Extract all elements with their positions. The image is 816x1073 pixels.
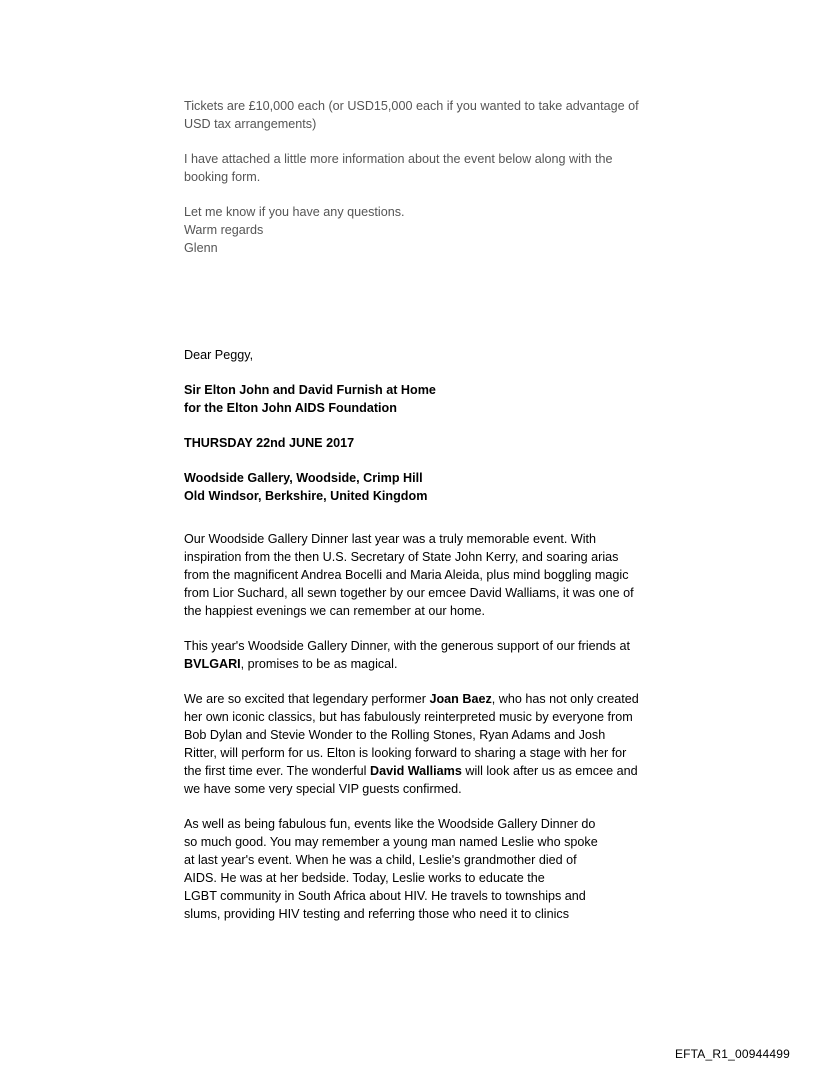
salutation: Dear Peggy,	[184, 348, 254, 362]
sponsor-paragraph: This year's Woodside Gallery Dinner, with the generous support of our friends at BVLGARI, promises to be as magical.	[184, 639, 630, 671]
signoff-line: Warm regards	[184, 223, 264, 237]
event-heading-line-2: for the Elton John AIDS Foundation	[184, 401, 397, 415]
performer-name: Joan Baez	[429, 692, 492, 706]
document-id-stamp: EFTA_R1_00944499	[674, 1047, 790, 1061]
performer-paragraph: We are so excited that legendary performer Joan Baez, who has not only created her own iconic classics, but has fabulously reinterpreted music by everyone from Bob Dylan and Stevie Wonder to the Rolling Stones, Ryan Adams and Josh Ritter, will perform for us. Elton is looking forward to sharing a stage with her for the first time ever. The wonderful David Walliams will look after us as emcee and we have some very special VIP guests confirmed.	[184, 692, 639, 796]
event-heading-line-1: Sir Elton John and David Furnish at Home	[184, 383, 436, 397]
impact-line: LGBT community in South Africa about HIV. He travels to townships and	[184, 889, 586, 903]
recap-paragraph: Our Woodside Gallery Dinner last year was a truly memorable event. With inspiration from the then U.S. Secretary of State John Kerry, and soaring arias from the magnificent Andrea Bocelli and Maria Aleida, plus mind boggling magic from Lior Suchard, all sewn together by our emcee David Walliams, it was one of the happiest evenings we can remember at our home.	[184, 532, 634, 618]
impact-line: at last year's event. When he was a child, Leslie's grandmother died of	[184, 853, 577, 867]
emcee-name: David Walliams	[369, 764, 462, 778]
venue-line-1: Woodside Gallery, Woodside, Crimp Hill	[184, 471, 423, 485]
impact-paragraph	[184, 815, 640, 923]
questions-line: Let me know if you have any questions.	[184, 205, 405, 219]
venue-line-2: Old Windsor, Berkshire, United Kingdom	[184, 489, 428, 503]
attachment-paragraph: I have attached a little more information about the event below along with the booking form.	[184, 152, 613, 184]
event-date: THURSDAY 22nd JUNE 2017	[184, 436, 355, 450]
signature-line: Glenn	[184, 241, 218, 255]
impact-line: slums, providing HIV testing and referring those who need it to clinics	[184, 907, 570, 921]
sponsor-name: BVLGARI	[184, 657, 241, 671]
email-reply	[184, 97, 640, 257]
invitation-letter	[184, 346, 640, 923]
document-body	[184, 97, 640, 923]
ticket-price-paragraph: Tickets are £10,000 each (or USD15,000 each if you wanted to take advantage of USD tax arrangements)	[184, 99, 639, 131]
impact-line: so much good. You may remember a young man named Leslie who spoke	[184, 835, 598, 849]
impact-line: As well as being fabulous fun, events like the Woodside Gallery Dinner do	[184, 817, 596, 831]
impact-line: AIDS. He was at her bedside. Today, Leslie works to educate the	[184, 871, 545, 885]
